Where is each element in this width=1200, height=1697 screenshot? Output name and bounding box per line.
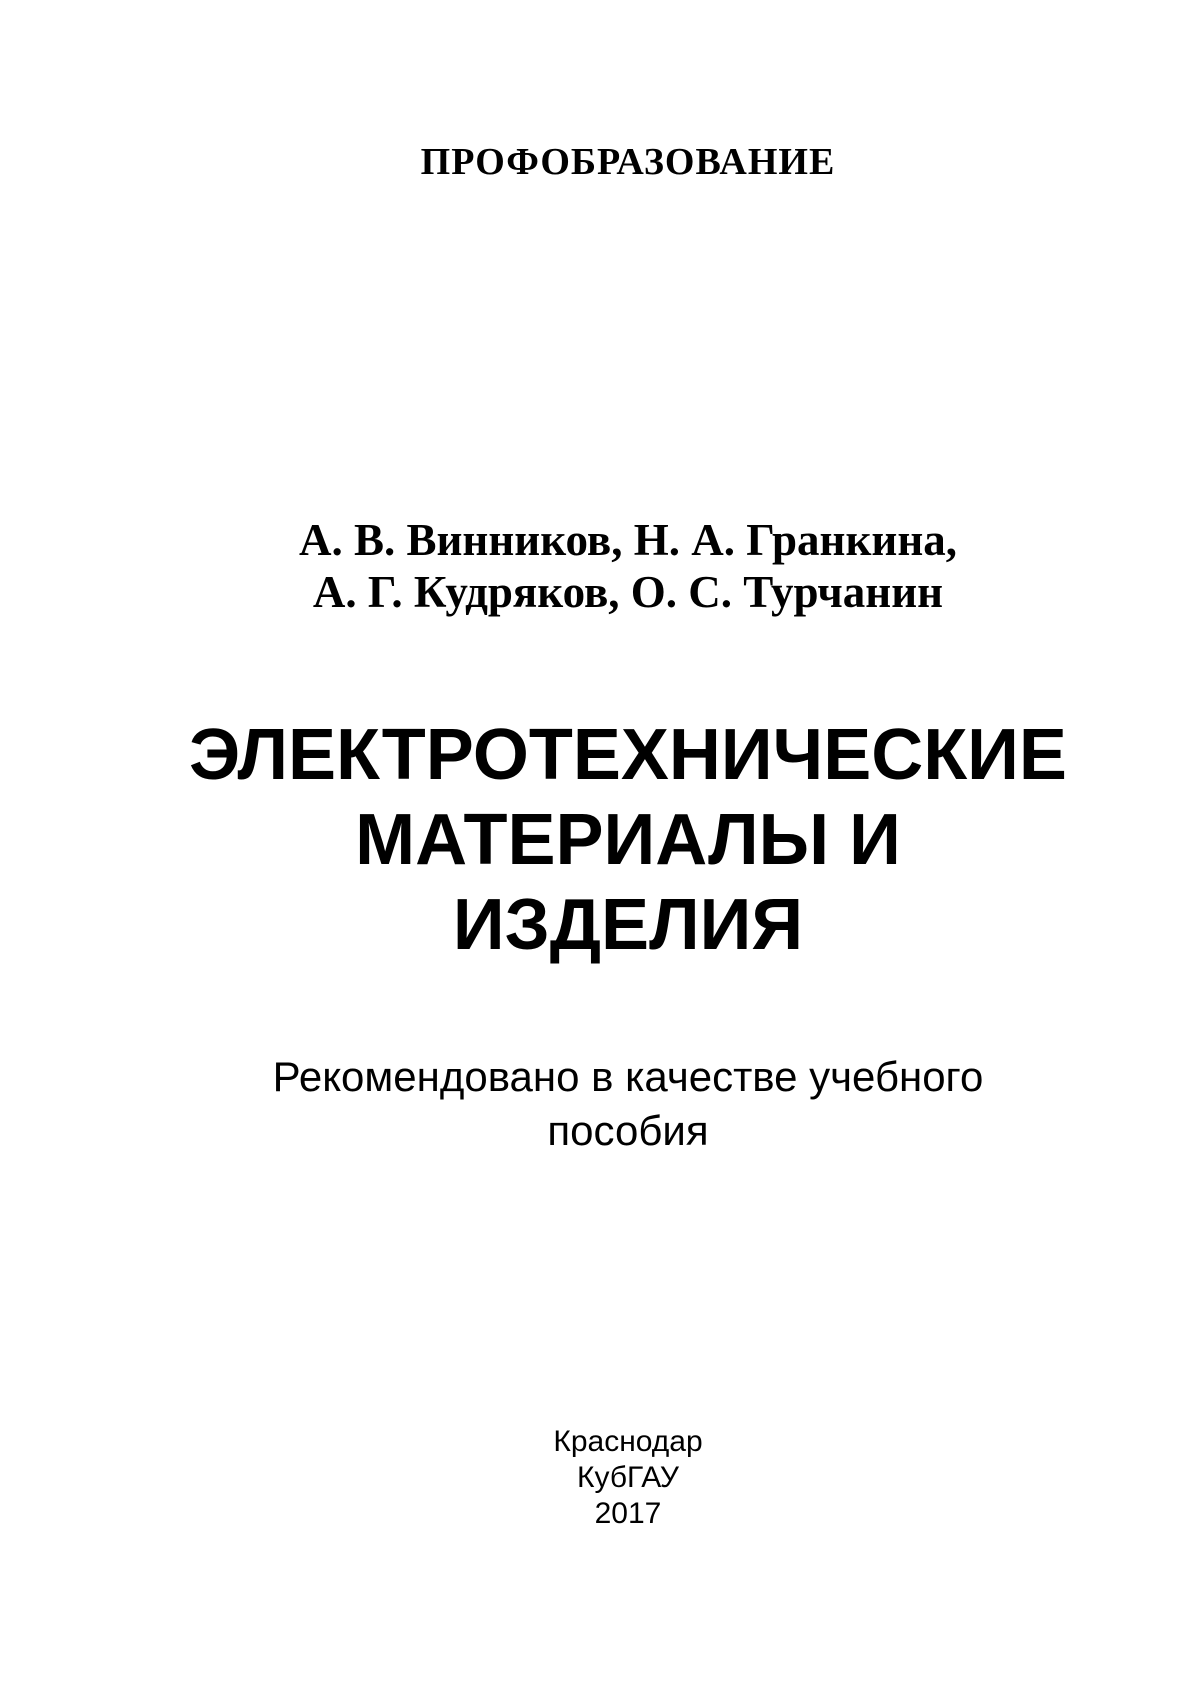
imprint-publisher: КубГАУ: [577, 1461, 679, 1494]
imprint-city: Краснодар: [553, 1425, 703, 1458]
authors-line-1: А. В. Винников, Н. А. Гранкина,: [298, 515, 958, 565]
book-title-line-1: ЭЛЕКТРОТЕХНИЧЕСКИЕ: [189, 715, 1067, 795]
series-header: ПРОФОБРАЗОВАНИЕ: [420, 141, 836, 183]
imprint-year: 2017: [594, 1497, 662, 1530]
recommendation-line-2: пособия: [547, 1107, 709, 1154]
book-title-line-3: ИЗДЕЛИЯ: [452, 885, 804, 965]
recommendation-note: [56, 1050, 1200, 1158]
book-title-line-2: МАТЕРИАЛЫ И: [355, 800, 901, 880]
book-title: [56, 713, 1200, 968]
imprint-block: [56, 1424, 1200, 1532]
authors-block: [56, 514, 1200, 618]
authors-line-2: А. Г. Кудряков, О. С. Турчанин: [312, 567, 944, 617]
recommendation-line-1: Рекомендовано в качестве учебного: [272, 1053, 984, 1100]
